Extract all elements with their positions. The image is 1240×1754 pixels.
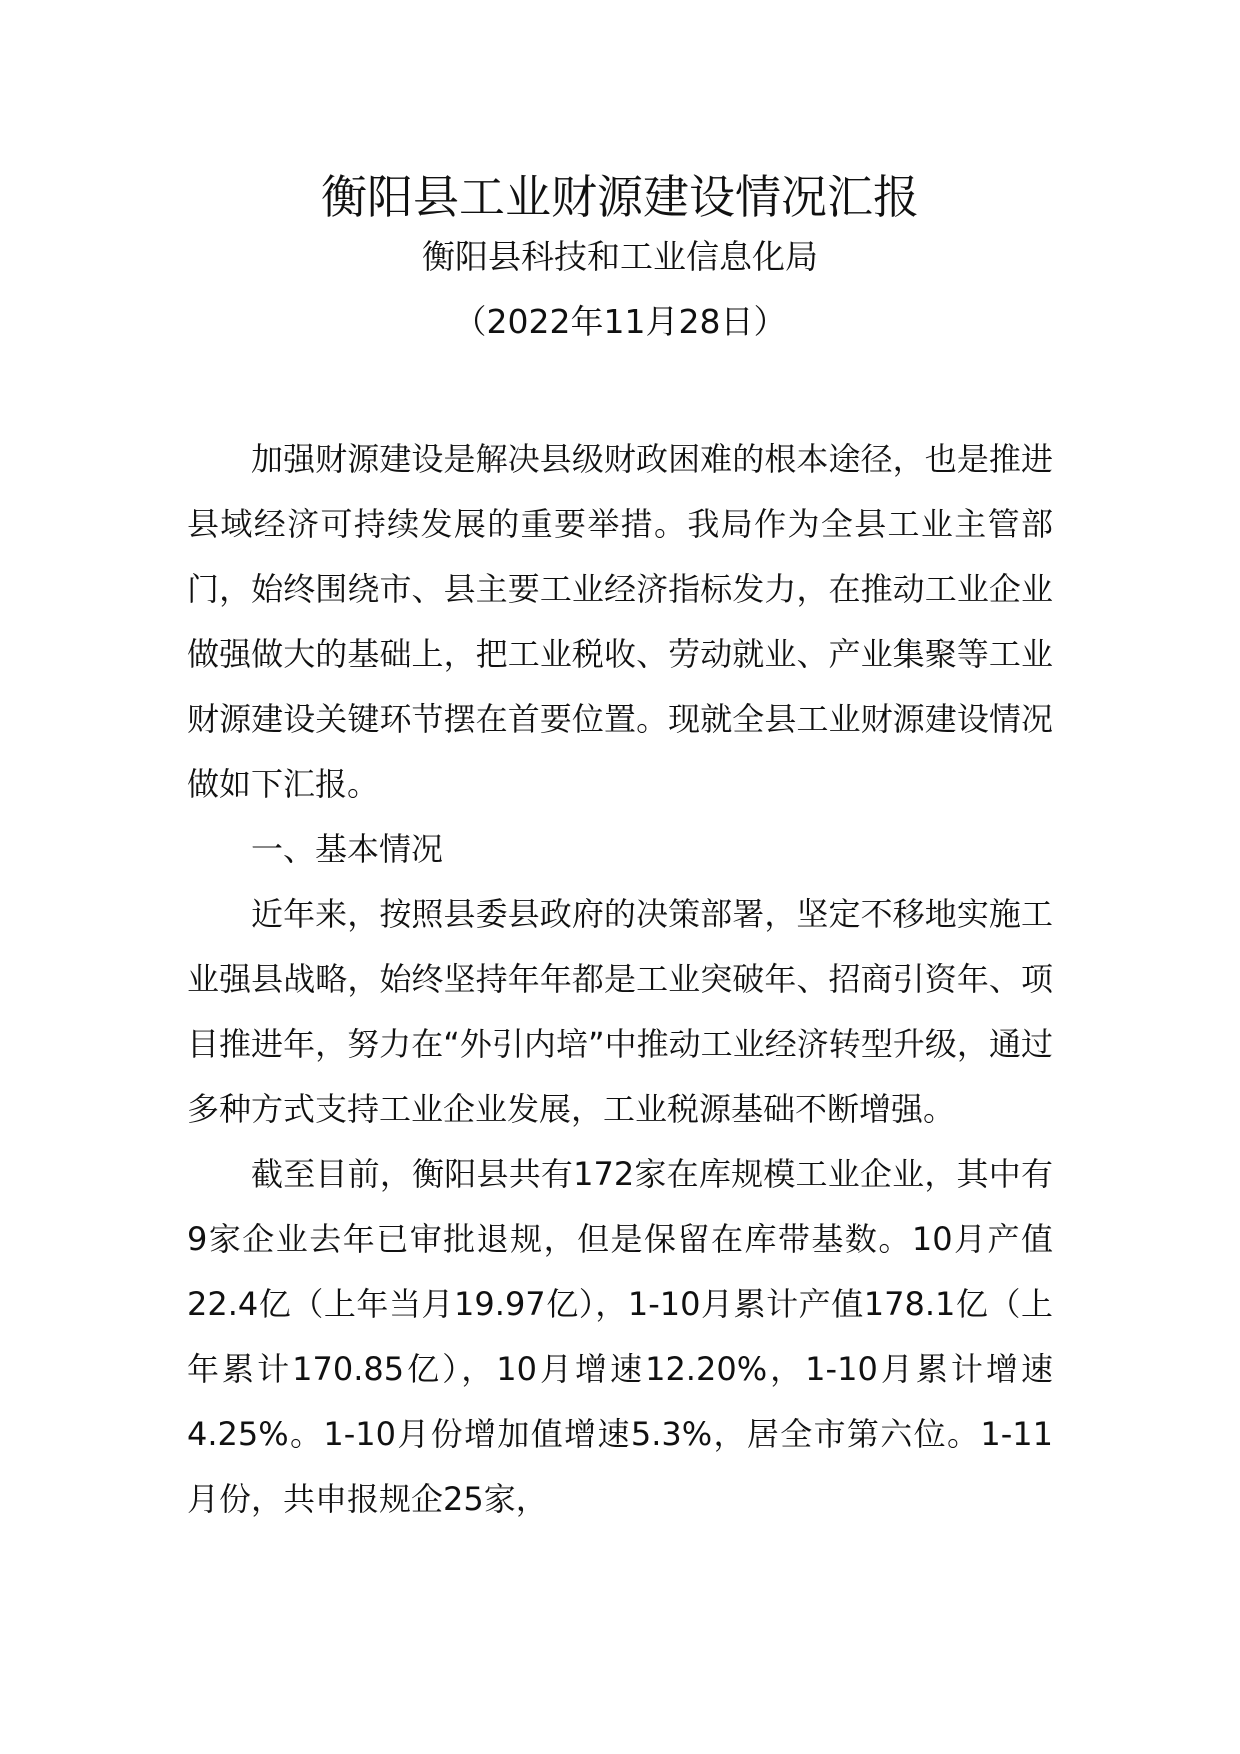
paragraph-intro: 加强财源建设是解决县级财政困难的根本途径，也是推进县域经济可持续发展的重要举措。我局作为全县工业主管部门，始终围绕市、县主要工业经济指标发力，在推动工业企业做强做大的基础上，把工业税收、劳动就业、产业集聚等工业财源建设关键环节摆在首要位置。现就全县工业财源建设情况做如下汇报。	[187, 440, 1053, 803]
paragraph-recent-years: 近年来，按照县委县政府的决策部署，坚定不移地实施工业强县战略，始终坚持年年都是工业突破年、招商引资年、项目推进年，努力在“外引内培”中推动工业经济转型升级，通过多种方式支持工业企业发展，工业税源基础不断增强。	[187, 895, 1053, 1128]
section-heading-basic-situation: 一、基本情况	[251, 830, 444, 868]
document-body	[187, 427, 1053, 1532]
paragraph-statistics: 截至目前，衡阳县共有172家在库规模工业企业，其中有9家企业去年已审批退规，但是保留在库带基数。10月产值22.4亿（上年当月19.97亿），1-10月累计产值178.1亿（上年累计170.85亿），10月增速12.20%，1-10月累计增速4.25%。1-10月份增加值增速5.3%，居全市第六位。1-11月份，共申报规企25家，	[187, 1155, 1053, 1518]
document-title: 衡阳县工业财源建设情况汇报	[321, 170, 919, 224]
document-date: （2022年11月28日）	[453, 302, 787, 341]
issuing-organization: 衡阳县科技和工业信息化局	[422, 237, 818, 276]
